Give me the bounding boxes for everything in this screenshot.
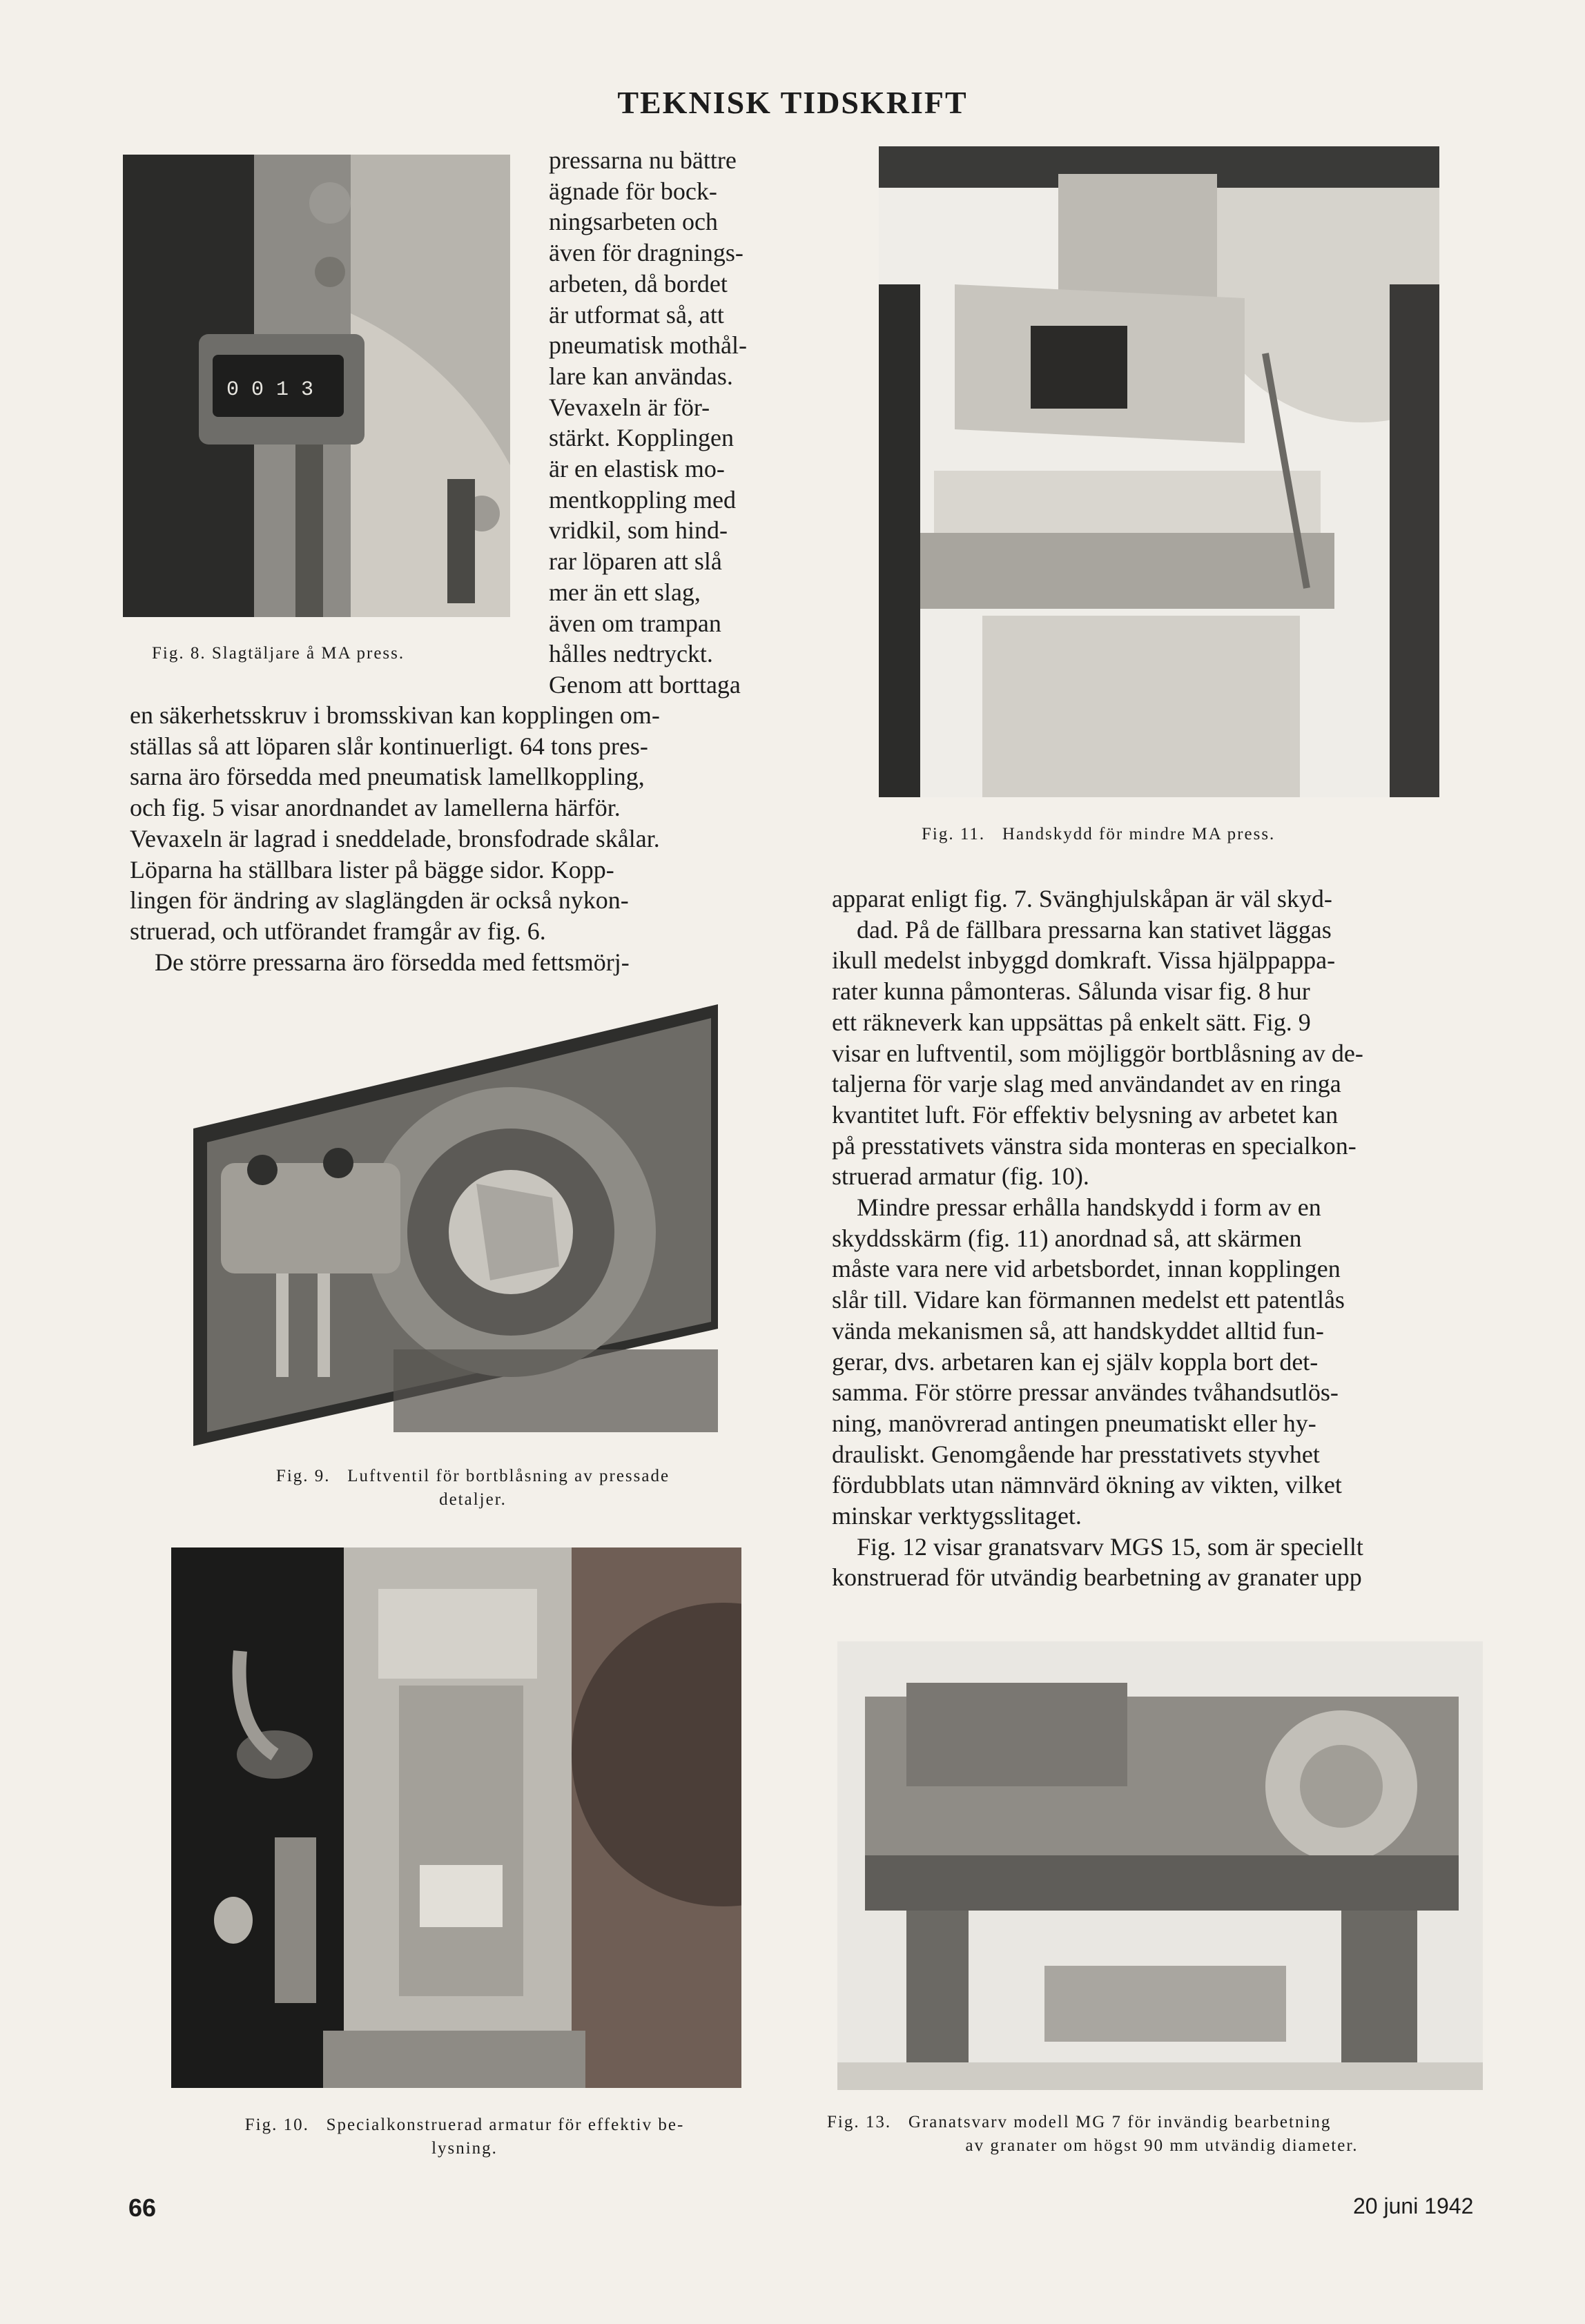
text-line: kvantitet luft. För effektiv belysning av arbetet kan (832, 1100, 1339, 1129)
text-line: Fig. 12 visar granatsvarv MGS 15, som är speciellt (857, 1532, 1363, 1561)
text-line: ningsarbeten och (549, 208, 718, 236)
text-line: konstruerad för utvändig bearbetning av granater upp (832, 1563, 1362, 1592)
text-line: struerad, och utförandet framgår av fig. 6. (130, 917, 546, 945)
text-line: arbeten, då bordet (549, 269, 728, 297)
fig11-label: Fig. 11. (922, 825, 986, 843)
fig8-caption (152, 642, 405, 665)
fig9-photo (186, 1004, 732, 1446)
fig9-label: Fig. 9. (275, 1467, 331, 1485)
text-line: ning, manövrerad antingen pneumatiskt eller hy- (832, 1409, 1316, 1437)
fig10-caption: Fig. 10. Specialkonstruerad armatur för effektiv be- lysning. (244, 2116, 685, 2158)
text-line: hålles nedtryckt. (549, 640, 713, 668)
left-column-text (130, 700, 790, 977)
text-line: pressarna nu bättre (549, 146, 737, 174)
text-line: Mindre pressar erhålla handskydd i form av en (857, 1193, 1321, 1222)
right-column-text (832, 883, 1495, 1593)
narrow-column-text (549, 145, 790, 701)
text-line: är en elastisk mo- (549, 455, 725, 483)
text-line: De större pressarna äro försedda med fettsmörj- (155, 948, 630, 976)
fig9-caption: Fig. 9. Luftventil för bortblåsning av pressade detaljer. (275, 1467, 670, 1509)
text-line: slår till. Vidare kan förmannen medelst ett patentlås (832, 1286, 1345, 1314)
text-line: fördubblats utan nämnvärd ökning av vikten, vilket (832, 1471, 1342, 1499)
text-line: måste vara nere vid arbetsbordet, innan kopplingen (832, 1255, 1341, 1283)
fig13-label: Fig. 13. (827, 2113, 892, 2131)
text-line: vända mekanismen så, att handskyddet alltid fun- (832, 1316, 1324, 1345)
text-line: drauliskt. Genomgående har presstativets styvhet (832, 1440, 1320, 1468)
text-line: minskar verktygsslitaget. (832, 1502, 1082, 1530)
fig13-caption: Fig. 13. Granatsvarv modell MG 7 för invändig bearbetning av granater om högst 90 mm utvändig diameter. (827, 2113, 1359, 2155)
text-line: Löparna ha ställbara lister på bägge sidor. Kopp- (130, 855, 614, 883)
text-line: rater kunna påmonteras. Sålunda visar fig. 8 hur (832, 977, 1310, 1006)
issue-date: 20 juni 1942 (1353, 2194, 1474, 2218)
fig8-caption-text: Slagtäljare å MA press. (211, 644, 405, 663)
text-line: dad. På de fällbara pressarna kan stativet läggas (857, 915, 1332, 944)
text-line: även för dragnings- (549, 239, 743, 267)
fig8-photo (123, 155, 510, 617)
fig10-photo (171, 1547, 741, 2088)
journal-title: TEKNISK TIDSKRIFT (617, 85, 968, 120)
text-line: ikull medelst inbyggd domkraft. Vissa hjälppappa- (832, 946, 1336, 975)
fig10-label: Fig. 10. (244, 2116, 309, 2134)
text-line: mentkoppling med (549, 485, 736, 514)
text-line: struerad armatur (fig. 10). (832, 1162, 1089, 1191)
fig11-caption: Fig. 11. Handskydd för mindre MA press. (922, 825, 1276, 843)
text-line: sarna äro försedda med pneumatisk lamellkoppling, (130, 763, 645, 791)
text-line: rar löparen att slå (549, 547, 722, 576)
text-line: ställas så att löparen slår kontinuerligt. 64 tons pres- (130, 732, 648, 760)
counter-digits: 0 0 1 3 (226, 378, 314, 402)
text-line: stärkt. Kopplingen (549, 424, 734, 452)
text-line: Genom att borttaga (549, 670, 741, 699)
text-line: lingen för ändring av slaglängden är också nykon- (130, 886, 629, 915)
text-line: en säkerhetsskruv i bromsskivan kan kopplingen om- (130, 701, 660, 729)
text-line: visar en luftventil, som möjliggör bortblåsning av de- (832, 1039, 1363, 1067)
text-line: apparat enligt fig. 7. Svänghjulskåpan är väl skyd- (832, 885, 1332, 912)
fig11-photo (879, 146, 1439, 797)
fig8-label: Fig. 8. (152, 644, 206, 663)
text-line: och fig. 5 visar anordnandet av lamellerna härför. (130, 794, 621, 822)
text-line: ägnade för bock- (549, 177, 717, 205)
text-line: mer än ett slag, (549, 578, 701, 606)
show-through-text (815, 835, 821, 861)
fig13-photo (837, 1641, 1483, 2090)
text-line: är utformat så, att (549, 300, 724, 329)
page-number: 66 (128, 2194, 157, 2222)
text-line: även om trampan (549, 609, 721, 637)
text-line: gerar, dvs. arbetaren kan ej själv koppla bort det- (832, 1347, 1319, 1376)
text-line: skyddsskärm (fig. 11) anordnad så, att skärmen (832, 1224, 1302, 1252)
text-line: samma. För större pressar användes tvåhandsutlös- (832, 1378, 1339, 1407)
text-line: vridkil, som hind- (549, 516, 728, 545)
text-line: Vevaxeln är för- (549, 393, 710, 421)
text-line: Vevaxeln är lagrad i sneddelade, bronsfodrade skålar. (130, 824, 660, 852)
text-line: ett räkneverk kan uppsättas på enkelt sätt. Fig. 9 (832, 1008, 1311, 1036)
text-line: taljerna för varje slag med användandet av en ringa (832, 1070, 1341, 1098)
text-line: på presstativets vänstra sida monteras en specialkon- (832, 1131, 1357, 1160)
text-line: pneumatisk mothål- (549, 331, 747, 360)
text-line: lare kan användas. (549, 362, 733, 390)
